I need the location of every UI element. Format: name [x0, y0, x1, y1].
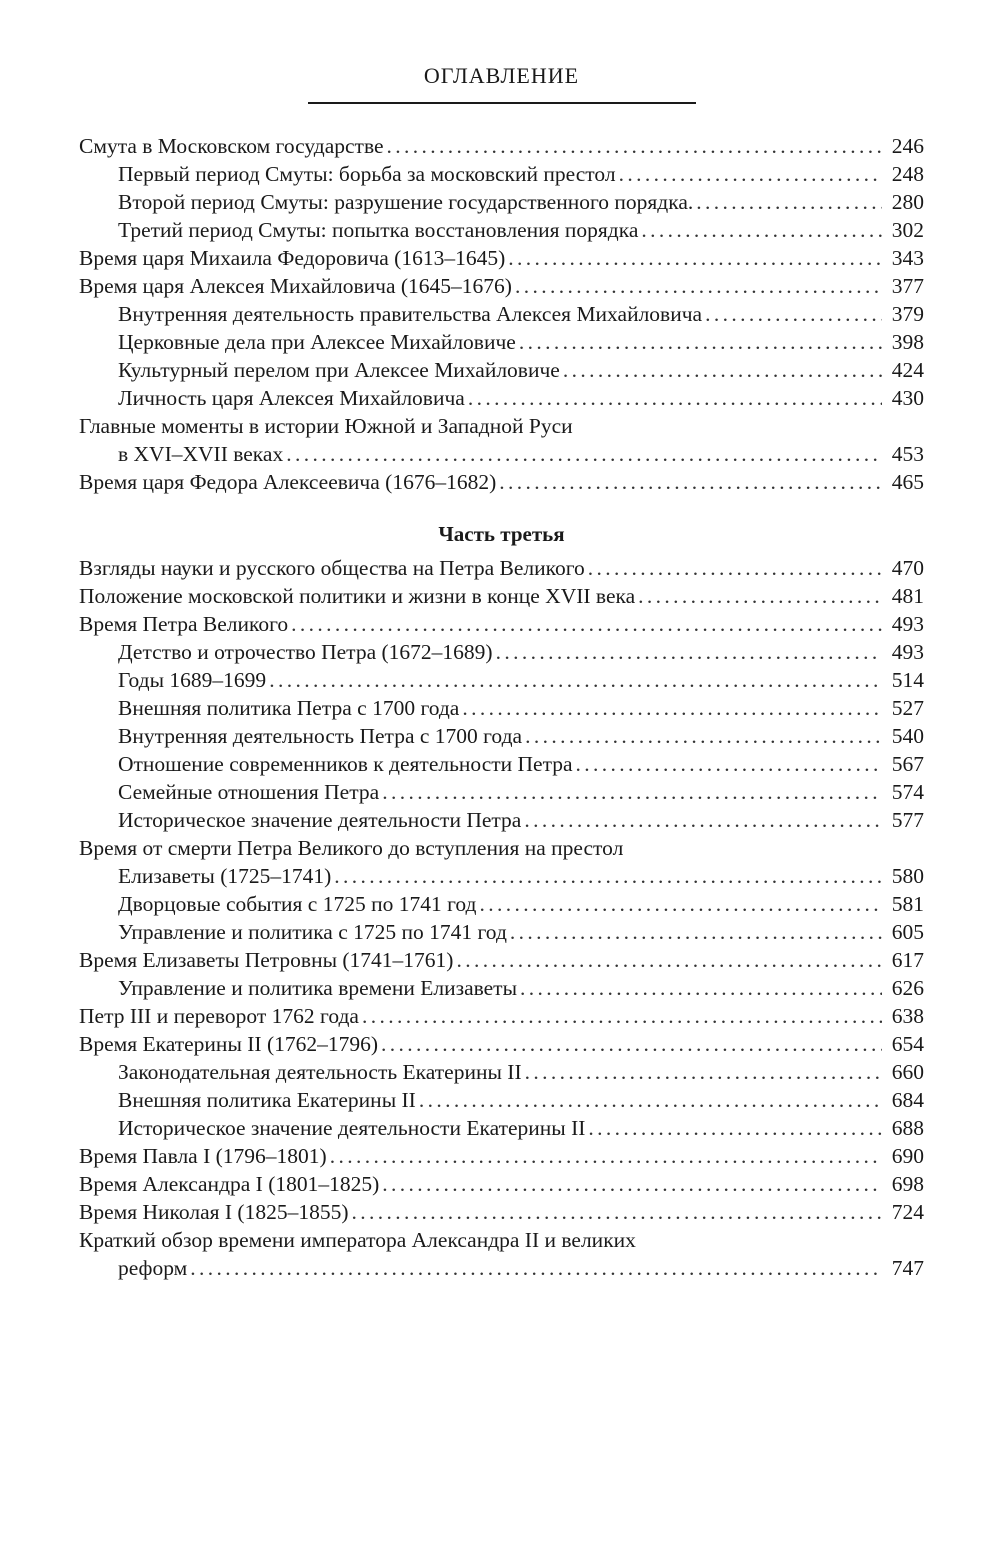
dot-leader: [468, 384, 882, 412]
page-number: 302: [891, 218, 924, 242]
toc-entry-title: Петр III и переворот 1762 года: [79, 1004, 359, 1028]
page-number: 581: [891, 892, 924, 916]
dot-leader: [588, 554, 882, 582]
toc-subentry[interactable]: [79, 1058, 924, 1086]
toc-subentry[interactable]: [79, 750, 924, 778]
toc-subentry[interactable]: [79, 918, 924, 946]
dot-leader: [520, 974, 882, 1002]
dot-leader: [334, 862, 882, 890]
dot-leader: [705, 300, 882, 328]
toc-entry-title: Положение московской политики и жизни в конце XVII века: [79, 584, 636, 608]
part-heading: Часть третья: [438, 522, 565, 546]
toc-entry-title: Управление и политика времени Елизаветы: [118, 976, 518, 1000]
page-number: 690: [891, 1144, 924, 1168]
toc-subentry[interactable]: [79, 666, 924, 694]
dot-leader: [496, 638, 882, 666]
toc-entry-title: Время царя Михаила Федоровича (1613–1645): [79, 246, 506, 270]
toc-entry-title: Третий период Смуты: попытка восстановления порядка: [118, 218, 639, 242]
toc-entry[interactable]: [79, 1002, 924, 1030]
toc-list-section-1: [79, 132, 924, 496]
dot-leader: [510, 918, 882, 946]
toc-entry-title: Время Николая I (1825–1855): [79, 1200, 349, 1224]
page-number: 626: [891, 976, 924, 1000]
toc-subentry[interactable]: [79, 778, 924, 806]
page-number: 567: [891, 752, 924, 776]
page-number: 453: [891, 442, 924, 466]
toc-entry-title: Семейные отношения Петра: [118, 780, 380, 804]
page-number: 398: [891, 330, 924, 354]
page-number: 379: [891, 302, 924, 326]
page-number: 684: [891, 1088, 924, 1112]
dot-leader: [576, 750, 882, 778]
dot-leader: [381, 1030, 882, 1058]
dot-leader: [352, 1198, 883, 1226]
toc-entry[interactable]: [79, 132, 924, 160]
toc-entry-title: Краткий обзор времени императора Александра II и великих: [79, 1228, 636, 1252]
page-number: 654: [891, 1032, 924, 1056]
toc-subentry[interactable]: [79, 160, 924, 188]
toc-entry-title: Внешняя политика Петра с 1700 года: [118, 696, 460, 720]
dot-leader: [291, 610, 882, 638]
page-number: 724: [891, 1200, 924, 1224]
toc-entry-title: Отношение современников к деятельности Петра: [118, 752, 573, 776]
page-number: 493: [891, 640, 924, 664]
toc-subentry[interactable]: [79, 890, 924, 918]
toc-entry-title: Историческое значение деятельности Екатерины II: [118, 1116, 586, 1140]
dot-leader: [519, 328, 882, 356]
page-number: 574: [891, 780, 924, 804]
toc-entry-title: Время Екатерины II (1762–1796): [79, 1032, 379, 1056]
toc-entry[interactable]: [79, 834, 924, 890]
page-number: 280: [891, 190, 924, 214]
dot-leader: [382, 778, 882, 806]
page-number: 688: [891, 1116, 924, 1140]
toc-entry-title: Елизаветы (1725–1741): [118, 864, 332, 888]
dot-leader: [286, 440, 882, 468]
toc-entry-title: Время Петра Великого: [79, 612, 289, 636]
toc-entry[interactable]: [79, 1030, 924, 1058]
toc-entry[interactable]: [79, 1142, 924, 1170]
toc-entry-title: Культурный перелом при Алексее Михайловиче: [118, 358, 560, 382]
toc-subentry[interactable]: [79, 1086, 924, 1114]
dot-leader: [588, 1114, 882, 1142]
toc-subentry[interactable]: [79, 722, 924, 750]
page-number: 540: [891, 724, 924, 748]
toc-list-section-2: [79, 554, 924, 1282]
dot-leader: [456, 946, 882, 974]
toc-subentry[interactable]: [79, 300, 924, 328]
page-number: 424: [891, 358, 924, 382]
dot-leader: [419, 1086, 882, 1114]
toc-entry-title: Время Александра I (1801–1825): [79, 1172, 380, 1196]
toc-entry-title: Взгляды науки и русского общества на Петра Великого: [79, 556, 585, 580]
dot-leader: [619, 160, 882, 188]
toc-subentry[interactable]: [79, 384, 924, 412]
dot-leader: [269, 666, 882, 694]
toc-entry-title: Первый период Смуты: борьба за московский престол: [118, 162, 616, 186]
toc-entry[interactable]: [79, 554, 924, 582]
toc-entry[interactable]: [79, 1226, 924, 1282]
toc-entry-title: Управление и политика с 1725 по 1741 год: [118, 920, 507, 944]
page-number: 580: [891, 864, 924, 888]
toc-entry[interactable]: [79, 610, 924, 638]
dot-leader: [563, 356, 882, 384]
toc-subentry[interactable]: [79, 974, 924, 1002]
dot-leader: [696, 188, 882, 216]
page-number: 577: [891, 808, 924, 832]
toc-entry[interactable]: [79, 946, 924, 974]
toc-entry-title: Время Елизаветы Петровны (1741–1761): [79, 948, 454, 972]
toc-entry[interactable]: [79, 468, 924, 496]
toc-entry[interactable]: [79, 412, 924, 468]
toc-entry-title: Годы 1689–1699: [118, 668, 267, 692]
toc-entry-title: Личность царя Алексея Михайловича: [118, 386, 465, 410]
toc-entry-title: Время от смерти Петра Великого до вступления на престол: [79, 836, 624, 860]
toc-entry-title: Историческое значение деятельности Петра: [118, 808, 522, 832]
dot-leader: [508, 244, 882, 272]
dot-leader: [638, 582, 882, 610]
dot-leader: [515, 272, 882, 300]
page-number: 605: [891, 920, 924, 944]
dot-leader: [382, 1170, 882, 1198]
toc-entry[interactable]: [79, 582, 924, 610]
toc-entry-title: Детство и отрочество Петра (1672–1689): [118, 640, 493, 664]
page-number: 747: [891, 1256, 924, 1280]
toc-subentry[interactable]: [79, 806, 924, 834]
toc-entry-title: Внешняя политика Екатерины II: [118, 1088, 416, 1112]
dot-leader: [525, 722, 882, 750]
toc-subentry[interactable]: [79, 328, 924, 356]
toc-page: [79, 58, 924, 1282]
toc-subentry[interactable]: [79, 1114, 924, 1142]
dot-leader: [190, 1254, 882, 1282]
toc-entry-title: Внутренняя деятельность правительства Алексея Михайловича: [118, 302, 703, 326]
dot-leader: [525, 1058, 882, 1086]
toc-subentry[interactable]: [79, 638, 924, 666]
dot-leader: [479, 890, 882, 918]
page-number: 698: [891, 1172, 924, 1196]
page-number: 470: [891, 556, 924, 580]
toc-entry[interactable]: [79, 244, 924, 272]
dot-leader: [362, 1002, 882, 1030]
toc-entry-title: в XVI–XVII веках: [118, 442, 284, 466]
dot-leader: [641, 216, 882, 244]
page-number: 248: [891, 162, 924, 186]
toc-entry-title: реформ: [118, 1256, 188, 1280]
toc-entry[interactable]: [79, 1170, 924, 1198]
page-number: 343: [891, 246, 924, 270]
toc-entry-title: Внутренняя деятельность Петра с 1700 года: [118, 724, 523, 748]
page-number: 527: [891, 696, 924, 720]
dot-leader: [524, 806, 882, 834]
toc-subentry[interactable]: [79, 188, 924, 216]
page-number: 430: [891, 386, 924, 410]
page-number: 617: [891, 948, 924, 972]
page-number: 660: [891, 1060, 924, 1084]
toc-entry-title: Главные моменты в истории Южной и Западной Руси: [79, 414, 573, 438]
toc-entry-title: Церковные дела при Алексее Михайловиче: [118, 330, 516, 354]
dot-leader: [387, 132, 882, 160]
toc-subentry[interactable]: [79, 356, 924, 384]
toc-entry-title: Время царя Алексея Михайловича (1645–1676): [79, 274, 512, 298]
toc-entry-title: Смута в Московском государстве: [79, 134, 384, 158]
page-number: 465: [891, 470, 924, 494]
page-number: 246: [891, 134, 924, 158]
dot-leader: [330, 1142, 882, 1170]
toc-subentry[interactable]: [79, 694, 924, 722]
page-number: 481: [891, 584, 924, 608]
toc-entry-title: Время Павла I (1796–1801): [79, 1144, 327, 1168]
toc-entry[interactable]: [79, 272, 924, 300]
toc-subentry[interactable]: [79, 216, 924, 244]
toc-entry[interactable]: [79, 1198, 924, 1226]
page-number: 377: [891, 274, 924, 298]
toc-entry-title: Второй период Смуты: разрушение государственного порядка.: [118, 190, 694, 214]
page-number: 638: [891, 1004, 924, 1028]
toc-entry-title: Дворцовые события с 1725 по 1741 год: [118, 892, 477, 916]
page-number: 514: [891, 668, 924, 692]
page-number: 493: [891, 612, 924, 636]
page-title: ОГЛАВЛЕНИЕ: [423, 63, 580, 88]
dot-leader: [462, 694, 882, 722]
toc-entry-title: Законодательная деятельность Екатерины II: [118, 1060, 522, 1084]
toc-entry-title: Время царя Федора Алексеевича (1676–1682): [79, 470, 497, 494]
dot-leader: [499, 468, 882, 496]
title-underline: [308, 102, 696, 104]
